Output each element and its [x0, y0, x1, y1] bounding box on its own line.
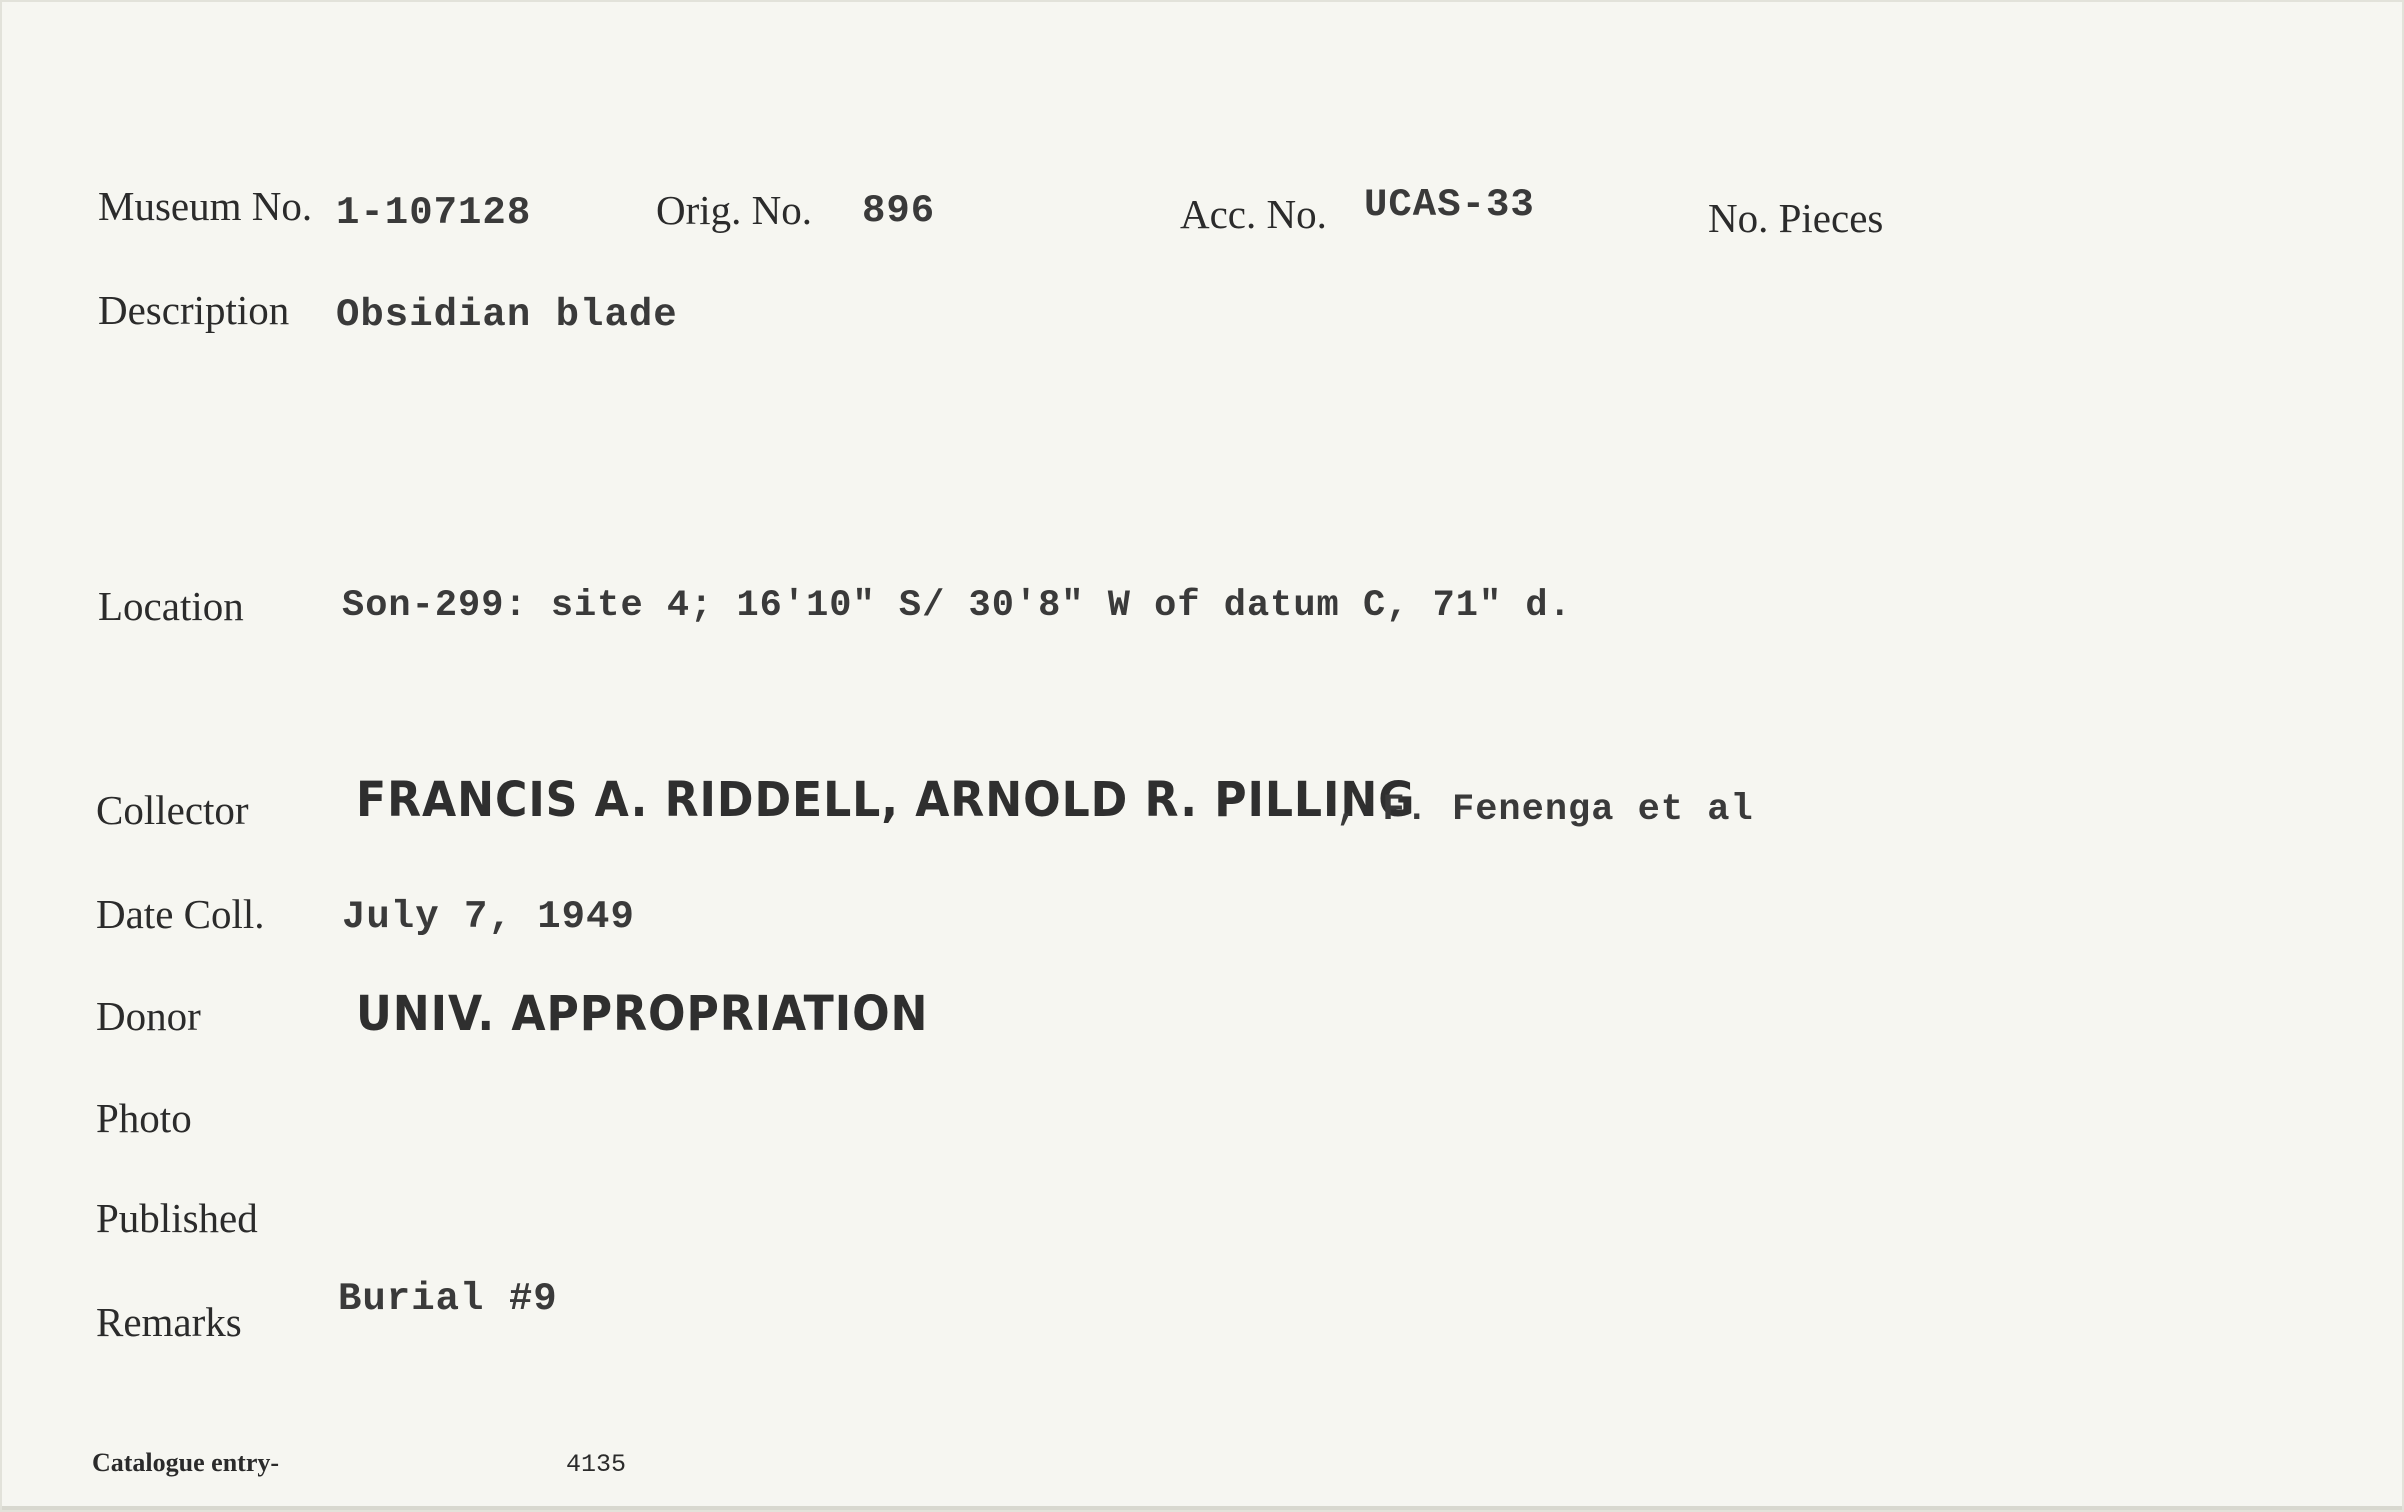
collector-label: Collector: [96, 787, 249, 833]
orig-no-label: Orig. No.: [656, 187, 813, 233]
donor-label: Donor: [96, 993, 201, 1039]
museum-no-label: Museum No.: [98, 183, 313, 229]
location-label: Location: [98, 583, 244, 629]
remarks-value: Burial #9: [338, 1277, 558, 1321]
description-label: Description: [98, 287, 290, 333]
remarks-label: Remarks: [96, 1299, 242, 1345]
museum-no-value: 1-107128: [336, 191, 532, 235]
location-value: Son-299: site 4; 16'10" S/ 30'8" W of datum C, 71" d.: [342, 585, 1572, 627]
date-coll-label: Date Coll.: [96, 891, 265, 937]
description-value: Obsidian blade: [336, 293, 678, 337]
catalogue-entry-label: Catalogue entry-: [92, 1448, 280, 1477]
date-coll-value: July 7, 1949: [342, 895, 635, 939]
collector-typed: , F. Fenenga et al: [1336, 789, 1754, 831]
catalogue-entry-value: 4135: [566, 1450, 627, 1479]
acc-no-label: Acc. No.: [1180, 191, 1327, 237]
photo-label: Photo: [96, 1095, 192, 1141]
orig-no-value: 896: [862, 189, 936, 233]
acc-no-value: UCAS-33: [1364, 183, 1535, 227]
no-pieces-label: No. Pieces: [1708, 195, 1884, 241]
donor-stamp: UNIV. APPROPRIATION: [356, 986, 929, 1042]
published-label: Published: [96, 1195, 258, 1241]
collector-stamp: FRANCIS A. RIDDELL, ARNOLD R. PILLING: [356, 772, 1416, 828]
